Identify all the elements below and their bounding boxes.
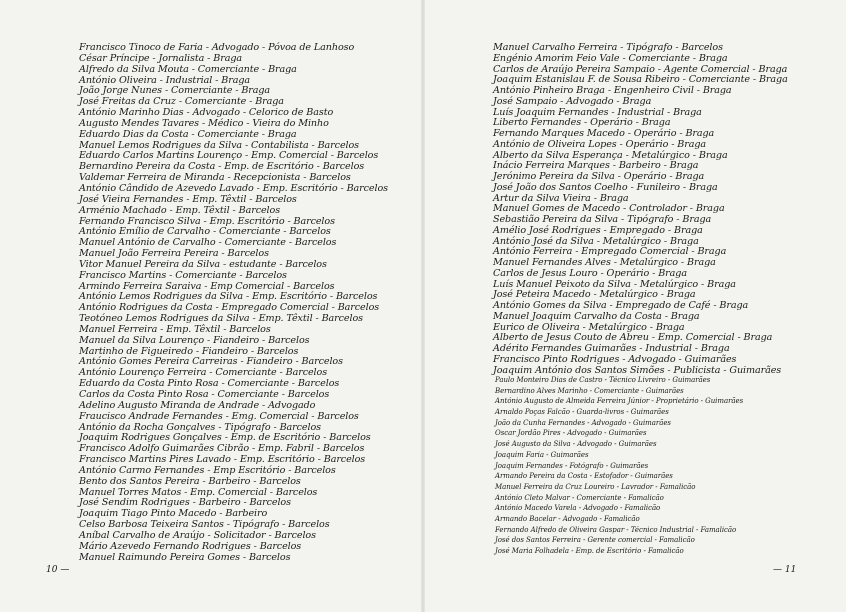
list-item: António Augusto de Almeida Ferreira Júnior - Proprietário - Guimarães [495, 397, 744, 406]
list-item: José Sendim Rodrigues - Barbeiro - Barcelos [79, 497, 291, 509]
list-item: Martinho de Figueiredo - Fiandeiro - Barcelos [79, 345, 299, 357]
list-item: António Lemos Rodrigues da Silva - Emp. Escritório - Barcelos [79, 291, 378, 303]
list-item: Arménio Machado - Emp. Têxtil - Barcelos [79, 204, 281, 216]
list-item: Francisco Pinto Rodrigues - Advogado - Guimarães [493, 353, 737, 365]
list-item: Manuel Carvalho Ferreira - Tipógrafo - Barcelos [493, 42, 723, 53]
list-item: António José da Silva - Metalúrgico - Braga [493, 235, 699, 247]
list-item: João Jorge Nunes - Comerciante - Braga [79, 85, 271, 97]
list-item: Manuel João Ferreira Pereira - Barcelos [79, 248, 269, 260]
list-item: António de Oliveira Lopes - Operário - Braga [493, 138, 707, 150]
right-page [423, 0, 846, 612]
list-item: João da Cunha Fernandes - Advogado - Guimarães [495, 418, 671, 427]
list-item: Alberto de Jesus Couto de Abreu - Emp. Comercial - Braga [493, 332, 773, 344]
list-item: António Ferreira - Empregado Comercial - Braga [493, 246, 727, 258]
list-item: António Lourenço Ferreira - Comerciante - Barcelos [79, 367, 328, 379]
list-item: Eduardo Carlos Martins Lourenço - Emp. Comercial - Barcelos [79, 150, 379, 162]
list-item: Eduardo da Costa Pinto Rosa - Comerciante - Barcelos [79, 378, 340, 390]
list-item: Manuel da Silva Lourenço - Fiandeiro - Barcelos [79, 334, 310, 346]
right-name-list-small [495, 375, 743, 557]
list-item: Francisco Martins Pires Lavado - Emp. Escritório - Barcelos [79, 454, 366, 466]
list-item: António Gomes da Silva - Empregado de Café - Braga [493, 300, 749, 311]
list-item: José Peteira Macedo - Metalúrgico - Braga [493, 289, 696, 301]
list-item: Joaquim Faria - Guimarães [495, 450, 589, 459]
left-name-list [79, 43, 388, 564]
list-item: José Augusto da Silva - Advogado - Guimarães [495, 440, 657, 449]
list-item: Carlos de Jesus Louro - Operário - Braga [493, 267, 687, 279]
list-item: Manuel António de Carvalho - Comerciante - Barcelos [79, 237, 337, 249]
list-item: António da Rocha Gonçalves - Tipógrafo - Barcelos [79, 421, 321, 433]
list-item: Sebastião Pereira da Silva - Tipógrafo - Braga [493, 214, 712, 225]
list-item: Manuel Ferreira - Emp. Têxtil - Barcelos [79, 323, 271, 335]
list-item: Eurico de Oliveira - Metalúrgico - Braga [493, 321, 685, 333]
list-item: Augusto Mendes Tavares - Médico - Vieira do Minho [79, 117, 329, 129]
list-item: Manuel Fernandes Alves - Metalúrgico - Braga [493, 257, 716, 268]
list-item: Manuel Lemos Rodrigues da Silva - Contabilista - Barcelos [79, 139, 359, 151]
list-item: Alberto da Silva Esperança - Metalúrgico - Braga [493, 149, 728, 161]
list-item: Armando Pereira da Costa - Estofador - Guimarães [495, 472, 673, 481]
page-number-right: — 11 [773, 565, 797, 575]
list-item: Aníbal Carvalho de Araújo - Solicitador - Barcelos [79, 529, 316, 541]
list-item: Francisco Adolfo Guimarães Cibrão - Emp. Fabril - Barcelos [79, 443, 365, 455]
list-item: António Macedo Varela - Advogado - Famalicão [495, 504, 661, 513]
list-item: Manuel Joaquim Carvalho da Costa - Braga [493, 310, 700, 322]
list-item: Joaquim Tiago Pinto Macedo - Barbeiro [79, 508, 268, 520]
list-item: Liberto Fernandes - Operário - Braga [493, 117, 671, 129]
page-number-left: 10 — [46, 565, 70, 575]
list-item: Fernando Alfredo de Oliveira Gaspar - Técnico Industrial - Famalicão [495, 525, 737, 534]
list-item: Engénio Amorim Feio Vale - Comerciante - Braga [493, 52, 728, 64]
list-item: Manuel Torres Matos - Emp. Comercial - Barcelos [79, 486, 318, 498]
list-item: Bernardino Pereira da Costa - Emp. de Escritório - Barcelos [79, 161, 365, 173]
list-item: José Freitas da Cruz - Comerciante - Braga [79, 96, 284, 108]
list-item: Inácio Ferreira Marques - Barbeiro - Braga [493, 160, 699, 172]
list-item: Carlos da Costa Pinto Rosa - Comerciante - Barcelos [79, 389, 330, 400]
list-item: Armando Bacelar - Advogado - Famalicão [495, 514, 640, 523]
list-item: Carlos de Araújo Pereira Sampaio - Agente Comercial - Braga [493, 63, 788, 75]
list-item: Fernando Francisco Silva - Emp. Escritório - Barcelos [79, 215, 335, 227]
right-name-list-large [493, 43, 788, 376]
list-item: Bernardino Alves Marinho - Comerciante - Guimarães [495, 386, 684, 395]
list-item: José Maria Folhadela - Emp. de Escritório - Famalicão [495, 547, 684, 555]
list-item: Amélio José Rodrigues - Empregado - Braga [493, 224, 703, 236]
list-item: Fraucisco Andrade Fernandes - Emg. Comercial - Barcelos [79, 410, 359, 422]
list-item: Artur da Silva Vieira - Braga [493, 192, 629, 204]
list-item: José João dos Santos Coelho - Funileiro - Braga [493, 181, 718, 193]
list-item: Joaquim António dos Santos Simões - Publicista - Guimarães [493, 364, 782, 376]
list-item: Manuel Raimundo Pereira Gomes - Barcelos [79, 551, 291, 563]
list-item: Arnaldo Poças Falcão - Guarda-livros - Guimarães [495, 408, 669, 417]
list-item: António Gomes Pereira Carreiras - Fiandeiro - Barcelos [79, 356, 343, 368]
list-item: Luís Joaquim Fernandes - Industrial - Braga [493, 106, 702, 118]
list-item: Francisco Martins - Comerciante - Barcelos [79, 269, 287, 281]
list-item: António Pinheiro Braga - Engenheiro Civil - Braga [493, 85, 732, 96]
list-item: Oscar Jordão Pires - Advogado - Guimarães [495, 429, 647, 438]
list-item: César Príncipe - Jornalista - Braga [79, 52, 242, 64]
list-item: Teotóneo Lemos Rodrigues da Silva - Emp. Têxtil - Barcelos [79, 313, 363, 325]
list-item: Celso Barbosa Teixeira Santos - Tipógrafo - Barcelos [79, 519, 330, 531]
list-item: Armindo Ferreira Saraiva - Emp Comercial - Barcelos [79, 280, 335, 292]
list-item: José Sampaio - Advogado - Braga [493, 95, 652, 107]
list-item: Manuel Ferreira da Cruz Loureiro - Lavrador - Famalicão [495, 482, 696, 491]
list-item: António Emílio de Carvalho - Comerciante - Barcelos [79, 226, 331, 238]
list-item: António Cândido de Azevedo Lavado - Emp. Escritório - Barcelos [79, 182, 388, 194]
list-item: Jerónimo Pereira da Silva - Operário - Braga [493, 171, 705, 182]
list-item: Joaquim Rodrigues Gonçalves - Emp. de Escritório - Barcelos [79, 432, 371, 444]
list-item: Luís Manuel Peixoto da Silva - Metalúrgico - Braga [493, 278, 736, 290]
list-item: Alfredo da Silva Mouta - Comerciante - Braga [79, 63, 297, 75]
list-item: António Rodrigues da Costa - Empregado Comercial - Barcelos [79, 302, 380, 314]
list-item: Manuel Gomes de Macedo - Controlador - Braga [493, 203, 725, 215]
list-item: Adérito Fernandes Guimarães - Industrial - Braga [493, 343, 730, 354]
list-item: Adelino Augusto Miranda de Andrade - Advogado [79, 399, 316, 411]
list-item: Joaquim Estanislau F. de Sousa Ribeiro - Comerciante - Braga [493, 74, 788, 86]
list-item: José dos Santos Ferreira - Gerente comercial - Famalicão [495, 536, 695, 545]
list-item: Joaquim Fernandes - Fotógrafo - Guimarães [495, 461, 649, 470]
list-item: António Carmo Fernandes - Emp Escritório - Barcelos [79, 464, 336, 476]
list-item: Vitor Manuel Pereira da Silva - estudante - Barcelos [79, 258, 327, 270]
list-item: Bento dos Santos Pereira - Barbeiro - Barcelos [79, 475, 301, 487]
list-item: Valdemar Ferreira de Miranda - Recepcionista - Barcelos [79, 172, 351, 184]
list-item: António Marinho Dias - Advogado - Celorico de Basto [79, 107, 334, 119]
list-item: José Vieira Fernandes - Emp. Têxtil - Barcelos [79, 193, 297, 205]
list-item: Paulo Monteiro Dias de Castro - Técnico Livreiro - Guimarães [495, 376, 711, 384]
list-item: Fernando Marques Macedo - Operário - Braga [493, 128, 715, 139]
list-item: António Oliveira - Industrial - Braga [79, 74, 250, 86]
list-item: António Cleto Malvar - Comerciante - Famalicão [495, 493, 664, 502]
list-item: Eduardo Dias da Costa - Comerciante - Braga [79, 128, 297, 140]
list-item: Francisco Tinoco de Faria - Advogado - Póvoa de Lanhoso [79, 42, 355, 53]
list-item: Mário Azevedo Fernando Rodrigues - Barcelos [79, 540, 302, 552]
